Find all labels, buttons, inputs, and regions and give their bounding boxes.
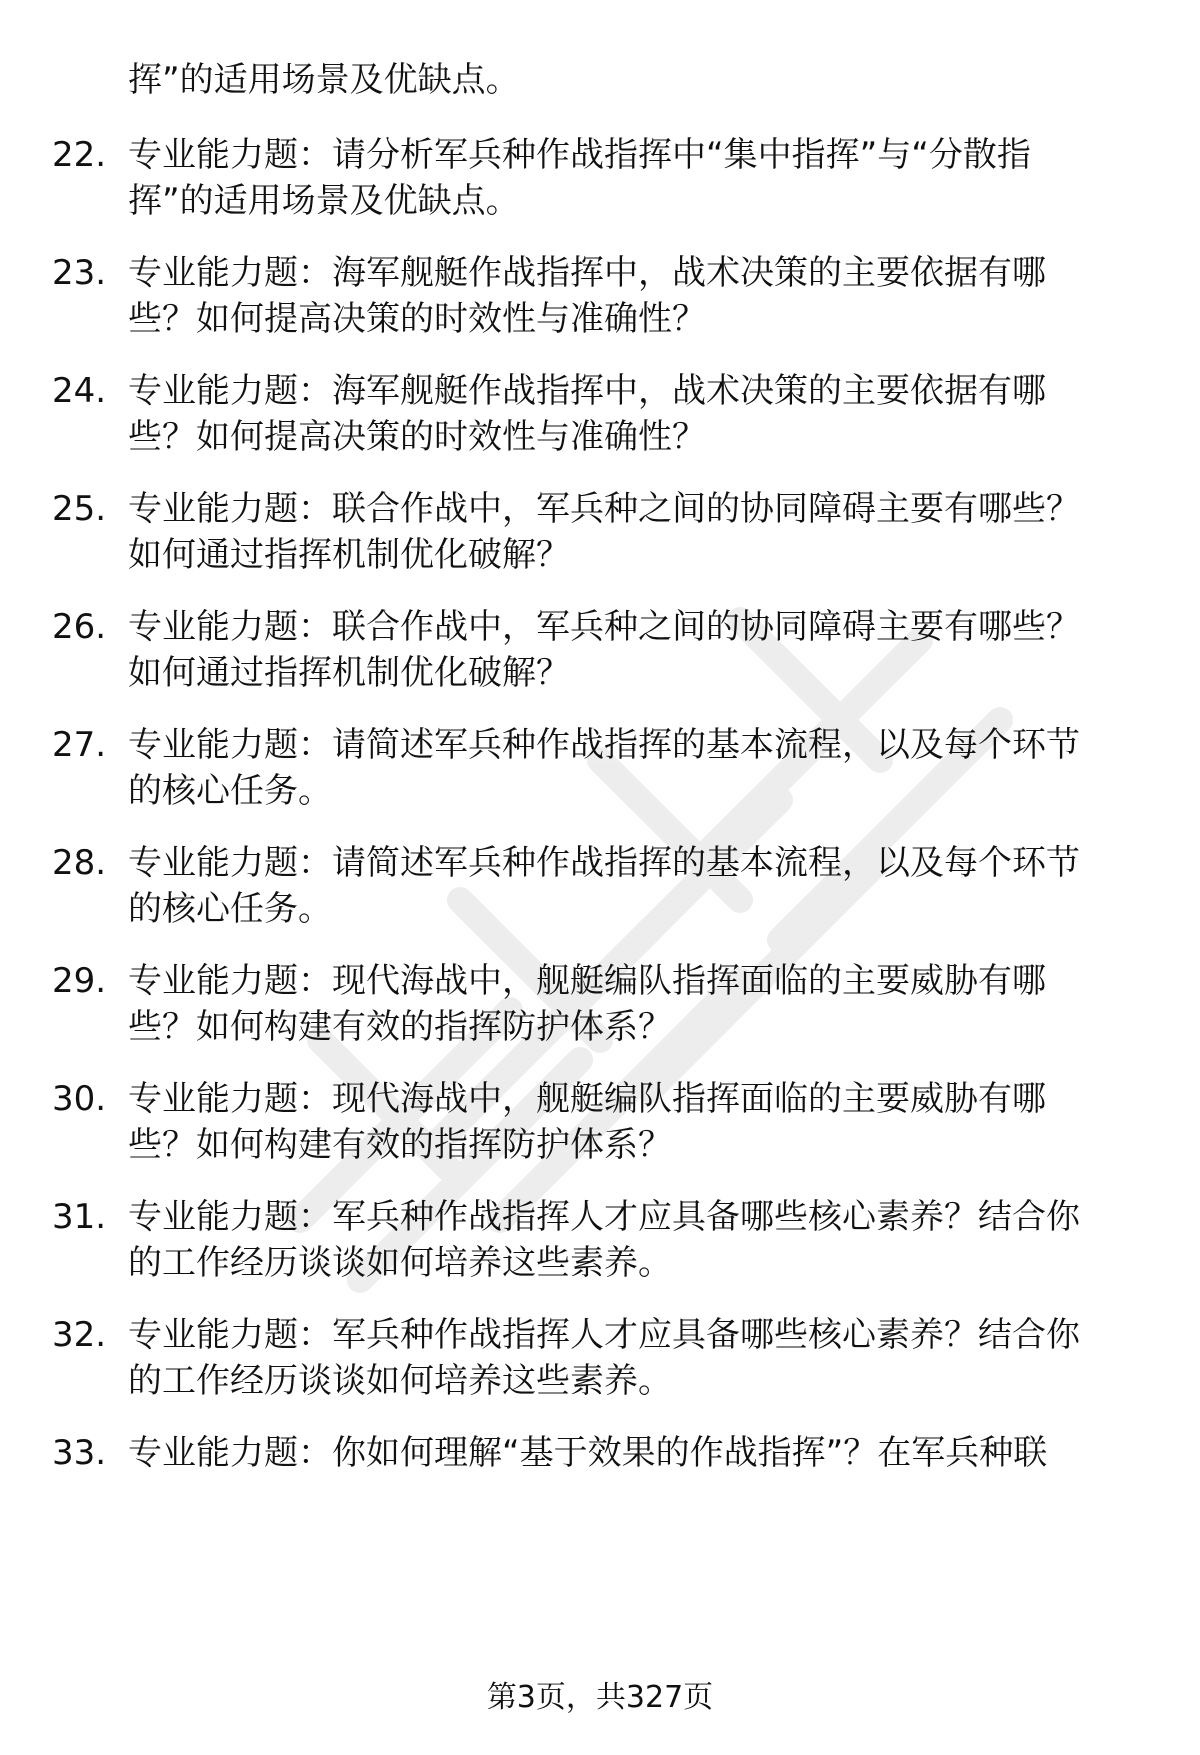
question-line-1: 专业能力题：海军舰艇作战指挥中，战术决策的主要依据有哪	[128, 253, 1046, 293]
question-line-1: 专业能力题：你如何理解“基于效果的作战指挥”？在军兵种联	[128, 1433, 1048, 1473]
question-number: 22.	[52, 135, 107, 175]
question-item	[52, 722, 1172, 814]
page-number-label: 第3页，共327页	[486, 1680, 714, 1715]
question-line-1: 专业能力题：军兵种作战指挥人才应具备哪些核心素养？结合你	[128, 1315, 1080, 1355]
question-line-1: 专业能力题：军兵种作战指挥人才应具备哪些核心素养？结合你	[128, 1197, 1080, 1237]
page-footer	[0, 1678, 1200, 1718]
question-line-2: 如何通过指挥机制优化破解？	[128, 535, 570, 575]
question-line-1: 专业能力题：请简述军兵种作战指挥的基本流程，以及每个环节	[128, 725, 1080, 765]
question-line-2: 的工作经历谈谈如何培养这些素养。	[128, 1243, 672, 1283]
question-item	[52, 132, 1172, 224]
question-line-2: 些？如何构建有效的指挥防护体系？	[128, 1007, 672, 1047]
question-item	[52, 840, 1172, 932]
question-item	[52, 1194, 1172, 1286]
question-item	[52, 368, 1172, 460]
question-number: 31.	[52, 1197, 107, 1237]
question-item	[52, 1430, 1172, 1476]
question-line-2: 的工作经历谈谈如何培养这些素养。	[128, 1361, 672, 1401]
question-line-2: 些？如何提高决策的时效性与准确性？	[128, 299, 706, 339]
question-item	[52, 1312, 1172, 1404]
question-line-1: 专业能力题：请简述军兵种作战指挥的基本流程，以及每个环节	[128, 843, 1080, 883]
question-number: 29.	[52, 961, 107, 1001]
question-line-1: 专业能力题：现代海战中，舰艇编队指挥面临的主要威胁有哪	[128, 1079, 1046, 1119]
question-number: 23.	[52, 253, 107, 293]
question-line-2: 的核心任务。	[128, 889, 332, 929]
question-item	[52, 604, 1172, 696]
question-number: 26.	[52, 607, 107, 647]
question-number: 32.	[52, 1315, 107, 1355]
question-line-2: 些？如何构建有效的指挥防护体系？	[128, 1125, 672, 1165]
question-line-2: 些？如何提高决策的时效性与准确性？	[128, 417, 706, 457]
continuation-line	[52, 57, 1172, 103]
question-number: 25.	[52, 489, 107, 529]
question-item	[52, 250, 1172, 342]
question-item	[52, 958, 1172, 1050]
question-item	[52, 486, 1172, 578]
question-line-2: 如何通过指挥机制优化破解？	[128, 653, 570, 693]
question-number: 27.	[52, 725, 107, 765]
question-number: 33.	[52, 1433, 107, 1473]
question-number: 28.	[52, 843, 107, 883]
question-line-1: 专业能力题：联合作战中，军兵种之间的协同障碍主要有哪些？	[128, 607, 1080, 647]
question-line-1: 专业能力题：联合作战中，军兵种之间的协同障碍主要有哪些？	[128, 489, 1080, 529]
question-line-1: 专业能力题：请分析军兵种作战指挥中“集中指挥”与“分散指	[128, 135, 1031, 175]
question-number: 24.	[52, 371, 107, 411]
question-line-1: 专业能力题：现代海战中，舰艇编队指挥面临的主要威胁有哪	[128, 961, 1046, 1001]
question-number: 30.	[52, 1079, 107, 1119]
question-line-2: 挥”的适用场景及优缺点。	[128, 181, 520, 221]
question-item	[52, 1076, 1172, 1168]
continuation-text: 挥”的适用场景及优缺点。	[128, 60, 520, 100]
question-line-1: 专业能力题：海军舰艇作战指挥中，战术决策的主要依据有哪	[128, 371, 1046, 411]
question-line-2: 的核心任务。	[128, 771, 332, 811]
